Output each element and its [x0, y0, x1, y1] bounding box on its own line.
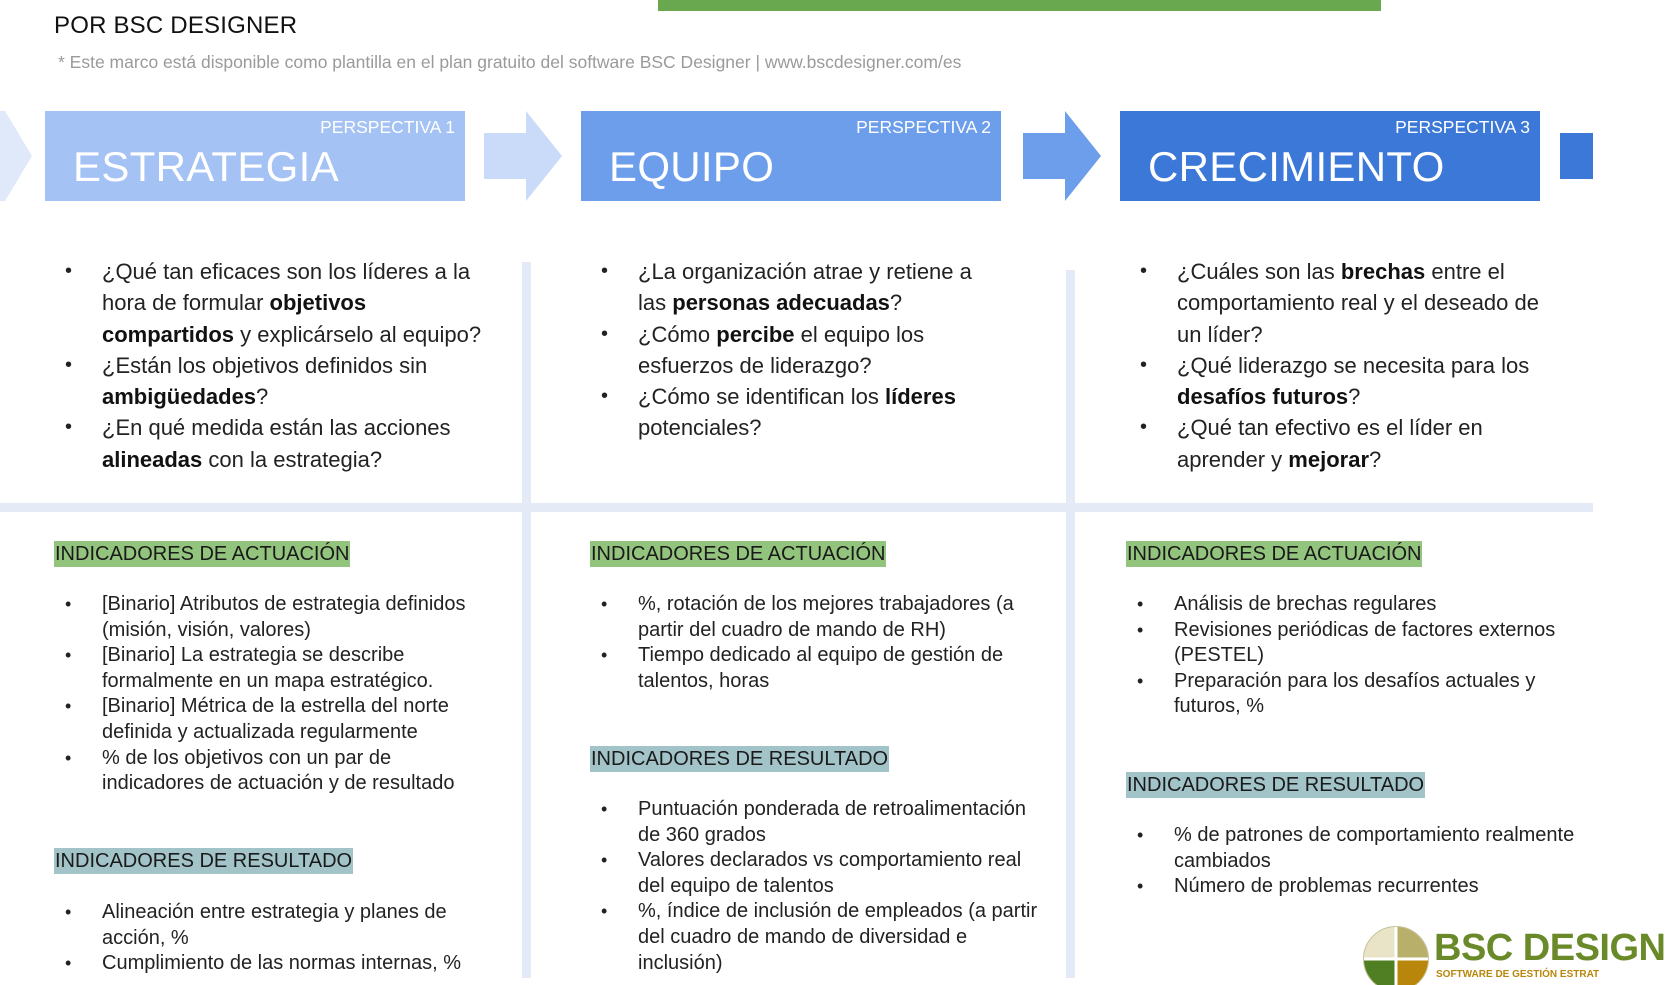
question-list-team	[601, 256, 1001, 444]
arrow-right-edge	[1560, 111, 1593, 201]
leading-indicators-list	[1137, 592, 1577, 720]
perspective-title: CRECIMIENTO	[1148, 143, 1445, 190]
perspective-tag: PERSPECTIVA 2	[856, 117, 991, 137]
column-divider	[1066, 270, 1075, 978]
list-item: • %, índice de inclusión de empleados (a partir del cuadro de mando de diversidad e inclusión)	[601, 899, 1041, 976]
list-item: • Tiempo dedicado al equipo de gestión de talentos, horas	[601, 643, 1041, 694]
list-item: • % de patrones de comportamiento realmente cambiados	[1137, 823, 1577, 874]
logo-quadrant-icon	[1362, 925, 1430, 985]
list-item: • ¿Cómo percibe el equipo los esfuerzos de liderazgo?	[601, 319, 1001, 382]
perspective-title: ESTRATEGIA	[73, 143, 339, 190]
list-item: • ¿Qué liderazgo se necesita para los desafíos futuros?	[1140, 350, 1550, 413]
list-item: • ¿Cuáles son las brechas entre el comportamiento real y el deseado de un líder?	[1140, 256, 1550, 350]
column-divider	[522, 262, 531, 978]
list-item: • ¿En qué medida están las acciones alineadas con la estrategia?	[65, 412, 485, 475]
perspective-tag: PERSPECTIVA 3	[1395, 117, 1530, 137]
list-item: • [Binario] Métrica de la estrella del norte definida y actualizada regularmente	[65, 694, 485, 745]
leading-indicators-label: INDICADORES DE ACTUACIÓN	[55, 543, 350, 565]
question-list-strategy	[65, 256, 485, 475]
list-item: • %, rotación de los mejores trabajadores (a partir del cuadro de mando de RH)	[601, 592, 1041, 643]
list-item: • Análisis de brechas regulares	[1137, 592, 1577, 618]
lagging-indicators-label: INDICADORES DE RESULTADO	[1127, 774, 1425, 796]
arrow-left-edge	[0, 111, 36, 201]
logo-subtext: SOFTWARE DE GESTIÓN ESTRAT	[1436, 969, 1600, 980]
bsc-designer-logo	[1362, 925, 1665, 985]
lagging-indicators-list	[1137, 823, 1577, 900]
question-list-growth	[1140, 256, 1550, 475]
list-item: • Preparación para los desafíos actuales y futuros, %	[1137, 669, 1577, 720]
leading-indicators-label: INDICADORES DE ACTUACIÓN	[1127, 543, 1422, 565]
lagging-indicators-label: INDICADORES DE RESULTADO	[55, 850, 353, 872]
list-item: • ¿Cómo se identifican los líderes potenciales?	[601, 381, 1001, 444]
perspective-banner-team	[581, 111, 1001, 201]
perspective-title: EQUIPO	[609, 143, 775, 190]
list-item: • Revisiones periódicas de factores externos (PESTEL)	[1137, 618, 1577, 669]
lagging-indicators-list	[65, 900, 485, 977]
document-subtitle: POR BSC DESIGNER	[54, 12, 298, 39]
list-item: • [Binario] La estrategia se describe formalmente en un mapa estratégico.	[65, 643, 485, 694]
lagging-indicators-list	[601, 797, 1041, 976]
row-divider	[0, 503, 1593, 512]
leading-indicators-label: INDICADORES DE ACTUACIÓN	[591, 543, 886, 565]
perspective-tag: PERSPECTIVA 1	[320, 117, 455, 137]
list-item: • ¿La organización atrae y retiene a las personas adecuadas?	[601, 256, 1001, 319]
list-item: • ¿Qué tan efectivo es el líder en aprender y mejorar?	[1140, 412, 1550, 475]
template-note: * Este marco está disponible como plantilla en el plan gratuito del software BSC Designer | www.bscdesigner.com/es	[58, 52, 962, 72]
list-item: • % de los objetivos con un par de indicadores de actuación y de resultado	[65, 746, 485, 797]
list-item: • Puntuación ponderada de retroalimentación de 360 grados	[601, 797, 1041, 848]
top-title-bar	[658, 0, 1381, 11]
list-item: • [Binario] Atributos de estrategia definidos (misión, visión, valores)	[65, 592, 485, 643]
list-item: • Número de problemas recurrentes	[1137, 874, 1577, 900]
lagging-indicators-label: INDICADORES DE RESULTADO	[591, 748, 889, 770]
list-item: • Alineación entre estrategia y planes de acción, %	[65, 900, 485, 951]
list-item: • Valores declarados vs comportamiento real del equipo de talentos	[601, 848, 1041, 899]
leading-indicators-list	[601, 592, 1041, 694]
arrow-right-icon	[484, 111, 564, 201]
list-item: • ¿Están los objetivos definidos sin ambigüedades?	[65, 350, 485, 413]
list-item: • ¿Qué tan eficaces son los líderes a la hora de formular objetivos compartidos y explicárselo al equipo?	[65, 256, 485, 350]
logo-text: BSC DESIGN	[1434, 927, 1665, 969]
leading-indicators-list	[65, 592, 485, 797]
list-item: • Cumplimiento de las normas internas, %	[65, 951, 485, 977]
arrow-right-icon	[1023, 111, 1103, 201]
perspective-banner-growth	[1120, 111, 1540, 201]
perspective-banner-strategy	[45, 111, 465, 201]
